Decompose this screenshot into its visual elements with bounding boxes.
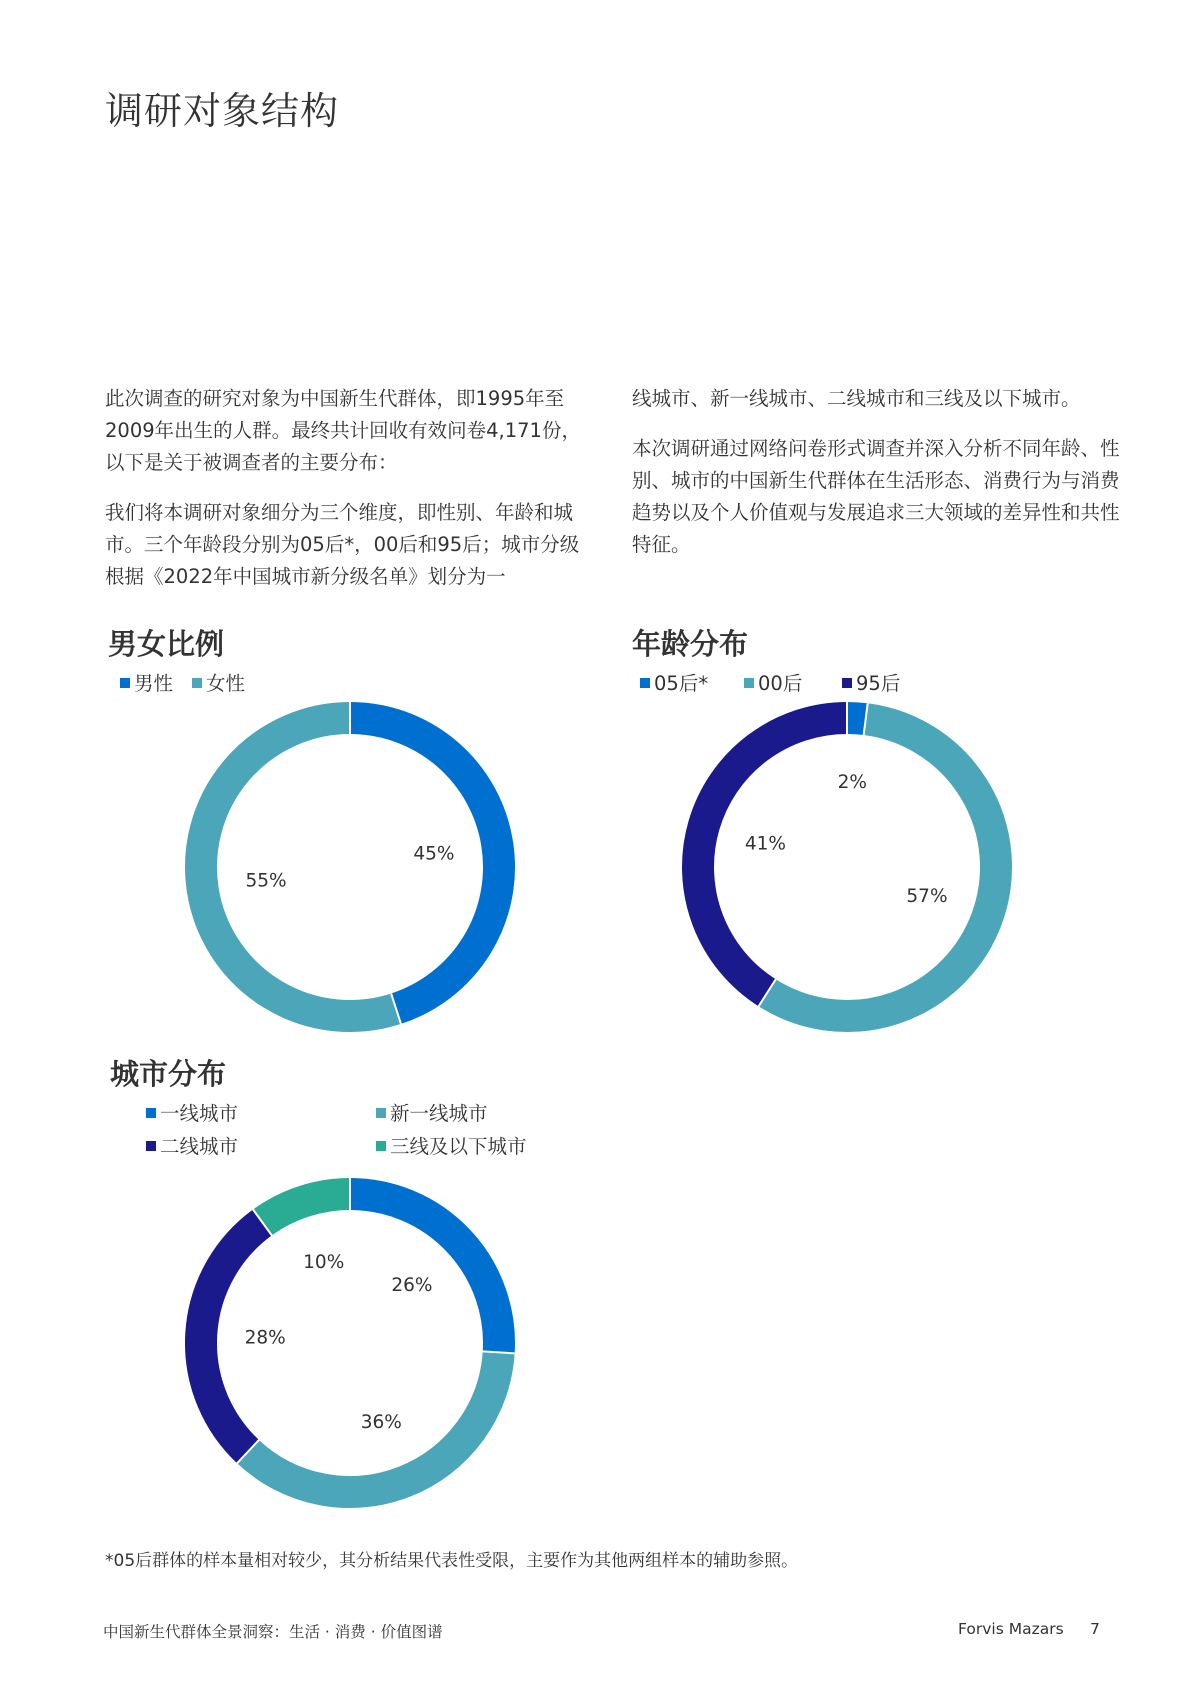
legend-item <box>120 668 173 696</box>
intro-right-column <box>632 383 1132 579</box>
donut-slice <box>262 1194 350 1222</box>
donut-slice <box>698 718 847 993</box>
page-title: 调研对象结构 <box>105 89 340 133</box>
legend-label: 二线城市 <box>160 1135 239 1158</box>
intro-left-column <box>105 383 585 611</box>
legend-swatch <box>842 678 852 688</box>
page-number: 7 <box>1090 1620 1100 1638</box>
slice-label: 2% <box>837 772 868 794</box>
chart-title-city: 城市分布 <box>110 1057 227 1091</box>
donut-slice <box>201 718 396 1016</box>
donut-slice <box>847 718 866 719</box>
intro-paragraph: 此次调查的研究对象为中国新生代群体，即1995年至2009年出生的人群。最终共计回收有效问卷4,171份，以下是关于被调查者的主要分布： <box>105 387 581 474</box>
donut-chart-age <box>682 702 1012 1032</box>
intro-paragraph: 线城市、新一线城市、二线城市和三线及以下城市。 <box>632 387 1081 410</box>
legend-item <box>146 1098 238 1126</box>
footer-brand: Forvis Mazars <box>958 1620 1064 1638</box>
legend-label: 新一线城市 <box>390 1102 488 1125</box>
intro-paragraph: 我们将本调研对象细分为三个维度，即性别、年龄和城市。三个年龄段分别为05后*，00后和95后；城市分级根据《2022年中国城市新分级名单》划分为一 <box>105 501 580 588</box>
legend-item <box>640 668 708 696</box>
legend-item <box>376 1131 527 1159</box>
slice-label: 55% <box>245 870 287 892</box>
legend-item <box>192 668 245 696</box>
legend-swatch <box>376 1141 386 1151</box>
donut-chart-gender <box>185 702 515 1032</box>
legend-label: 05后* <box>654 672 709 695</box>
legend-label: 男性 <box>134 672 174 695</box>
legend-swatch <box>192 678 202 688</box>
slice-label: 57% <box>906 885 948 907</box>
legend-label: 三线及以下城市 <box>390 1135 527 1158</box>
slice-label: 28% <box>244 1327 286 1349</box>
donut-chart-city <box>185 1178 515 1508</box>
legend-swatch <box>744 678 754 688</box>
legend-label: 一线城市 <box>160 1102 239 1125</box>
donut-slice <box>350 1194 499 1352</box>
legend-swatch <box>376 1108 386 1118</box>
legend-label: 女性 <box>206 672 246 695</box>
chart-title-gender: 男女比例 <box>108 627 225 661</box>
legend-swatch <box>146 1141 156 1151</box>
slice-label: 41% <box>744 833 786 855</box>
slice-label: 10% <box>303 1252 345 1274</box>
slice-label: 45% <box>413 843 455 865</box>
chart-title-age: 年龄分布 <box>632 627 749 661</box>
legend-swatch <box>146 1108 156 1118</box>
legend-item <box>842 668 900 696</box>
legend-item <box>744 668 802 696</box>
slice-label: 36% <box>360 1412 402 1434</box>
footer-report-title: 中国新生代群体全景洞察：生活 · 消费 · 价值图谱 <box>103 1623 443 1641</box>
legend-swatch <box>120 678 130 688</box>
legend-label: 00后 <box>758 672 803 695</box>
footnote: *05后群体的样本量相对较少，其分析结果代表性受限，主要作为其他两组样本的辅助参照。 <box>105 1551 799 1571</box>
legend-label: 95后 <box>856 672 901 695</box>
slice-label: 26% <box>391 1274 433 1296</box>
intro-paragraph: 本次调研通过网络问卷形式调查并深入分析不同年龄、性别、城市的中国新生代群体在生活形态、消费行为与消费趋势以及个人价值观与发展追求三大领域的差异性和共性特征。 <box>632 437 1120 556</box>
legend-swatch <box>640 678 650 688</box>
legend-item <box>376 1098 488 1126</box>
donut-slice <box>767 719 996 1016</box>
legend-item <box>146 1131 238 1159</box>
